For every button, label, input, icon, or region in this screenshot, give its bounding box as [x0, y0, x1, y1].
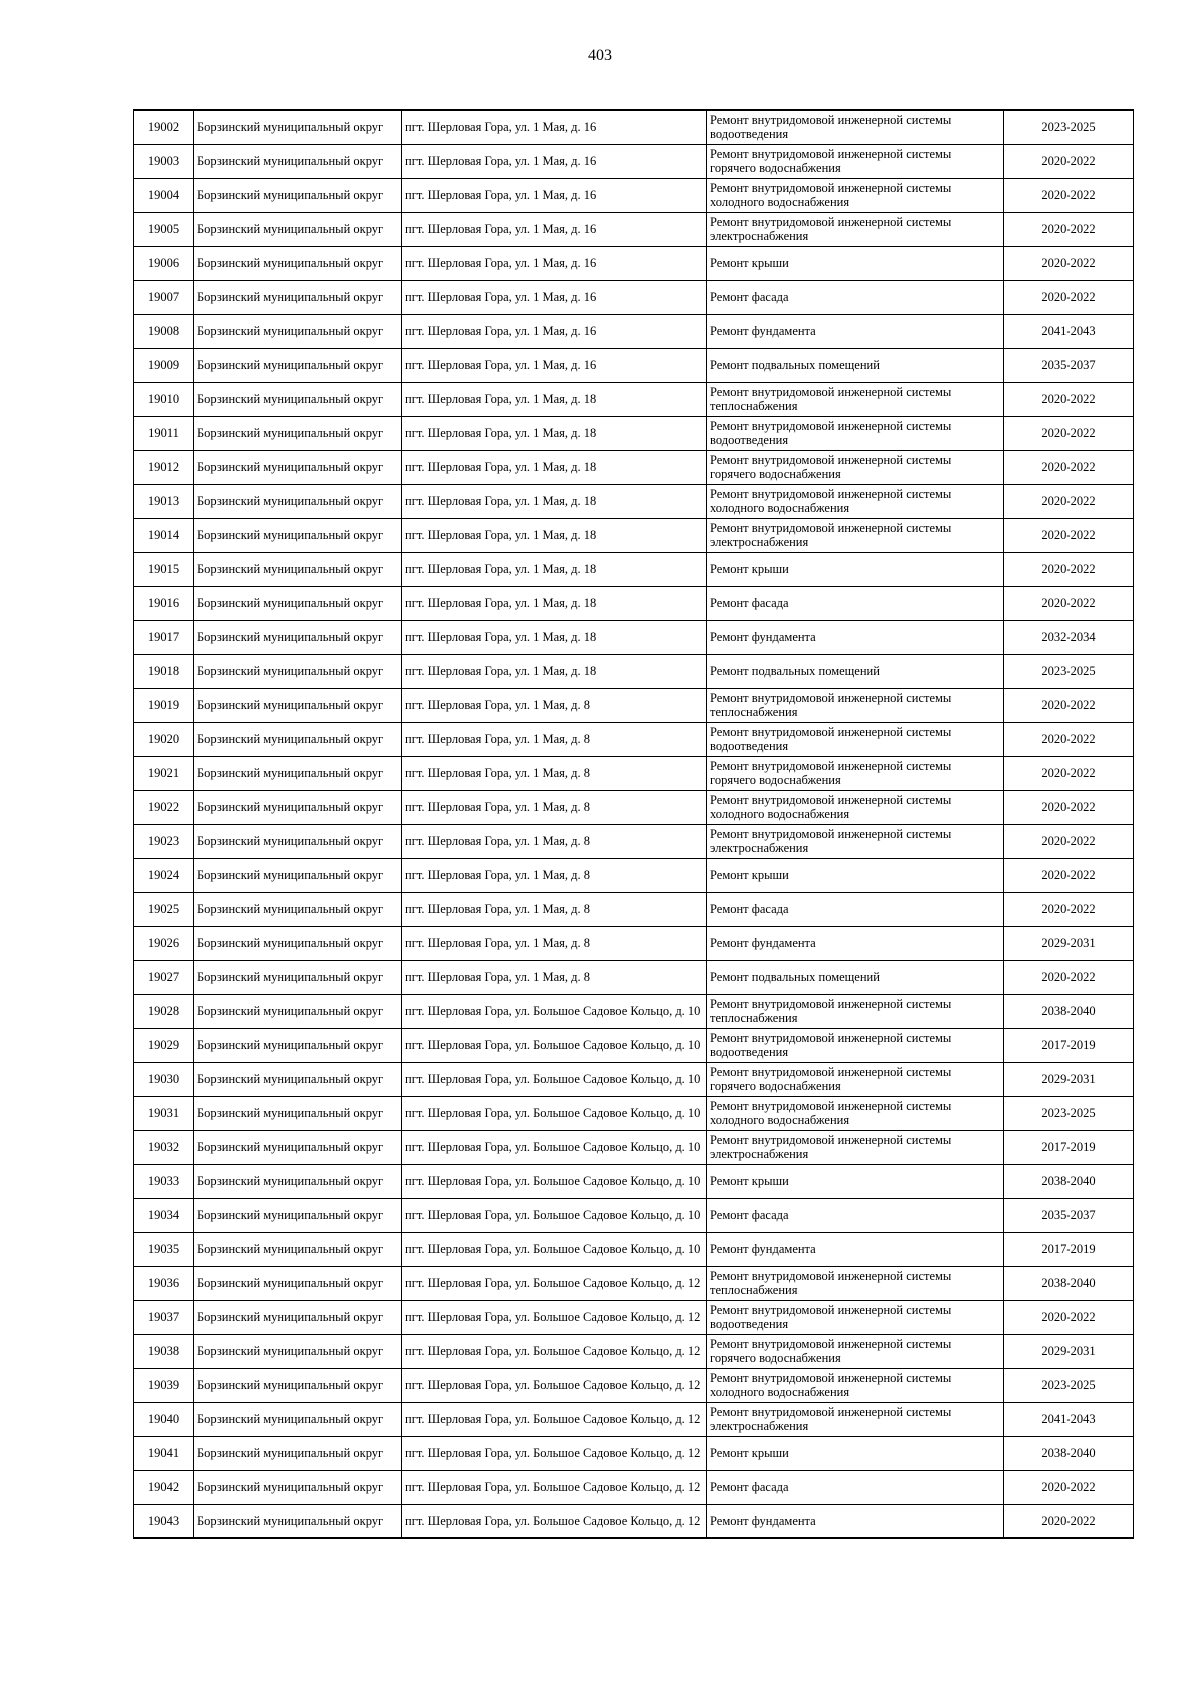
- table-row: [134, 1470, 1134, 1504]
- row-number: 19023: [134, 824, 194, 858]
- row-number: 19003: [134, 144, 194, 178]
- municipality-cell: Борзинский муниципальный округ: [194, 552, 402, 586]
- row-number: 19002: [134, 110, 194, 144]
- row-number: 19015: [134, 552, 194, 586]
- address-cell: пгт. Шерловая Гора, ул. Большое Садовое Кольцо, д. 12: [402, 1266, 707, 1300]
- row-number: 19012: [134, 450, 194, 484]
- row-number: 19035: [134, 1232, 194, 1266]
- municipality-cell: Борзинский муниципальный округ: [194, 314, 402, 348]
- table-row: [134, 1198, 1134, 1232]
- address-cell: пгт. Шерловая Гора, ул. 1 Мая, д. 18: [402, 382, 707, 416]
- table-row: [134, 484, 1134, 518]
- table-row: [134, 790, 1134, 824]
- table-row: [134, 1436, 1134, 1470]
- row-number: 19038: [134, 1334, 194, 1368]
- table-row: [134, 654, 1134, 688]
- period-cell: 2017-2019: [1004, 1130, 1134, 1164]
- period-cell: 2020-2022: [1004, 756, 1134, 790]
- table-row: [134, 1130, 1134, 1164]
- address-cell: пгт. Шерловая Гора, ул. 1 Мая, д. 8: [402, 688, 707, 722]
- period-cell: 2038-2040: [1004, 1436, 1134, 1470]
- municipality-cell: Борзинский муниципальный округ: [194, 1504, 402, 1538]
- address-cell: пгт. Шерловая Гора, ул. Большое Садовое Кольцо, д. 10: [402, 1232, 707, 1266]
- row-number: 19036: [134, 1266, 194, 1300]
- table-row: [134, 892, 1134, 926]
- address-cell: пгт. Шерловая Гора, ул. 1 Мая, д. 8: [402, 756, 707, 790]
- address-cell: пгт. Шерловая Гора, ул. 1 Мая, д. 8: [402, 790, 707, 824]
- municipality-cell: Борзинский муниципальный округ: [194, 620, 402, 654]
- work-type-cell: Ремонт внутридомовой инженерной системы холодного водоснабжения: [707, 1096, 1004, 1130]
- municipality-cell: Борзинский муниципальный округ: [194, 1130, 402, 1164]
- period-cell: 2020-2022: [1004, 790, 1134, 824]
- table-row: [134, 1266, 1134, 1300]
- address-cell: пгт. Шерловая Гора, ул. Большое Садовое Кольцо, д. 10: [402, 1096, 707, 1130]
- period-cell: 2020-2022: [1004, 1470, 1134, 1504]
- period-cell: 2038-2040: [1004, 994, 1134, 1028]
- municipality-cell: Борзинский муниципальный округ: [194, 1368, 402, 1402]
- address-cell: пгт. Шерловая Гора, ул. Большое Садовое Кольцо, д. 12: [402, 1300, 707, 1334]
- address-cell: пгт. Шерловая Гора, ул. Большое Садовое Кольцо, д. 12: [402, 1436, 707, 1470]
- period-cell: 2029-2031: [1004, 926, 1134, 960]
- table-row: [134, 416, 1134, 450]
- period-cell: 2020-2022: [1004, 246, 1134, 280]
- row-number: 19043: [134, 1504, 194, 1538]
- row-number: 19022: [134, 790, 194, 824]
- work-type-cell: Ремонт фундамента: [707, 1232, 1004, 1266]
- address-cell: пгт. Шерловая Гора, ул. 1 Мая, д. 18: [402, 654, 707, 688]
- municipality-cell: Борзинский муниципальный округ: [194, 246, 402, 280]
- period-cell: 2038-2040: [1004, 1164, 1134, 1198]
- period-cell: 2029-2031: [1004, 1334, 1134, 1368]
- period-cell: 2038-2040: [1004, 1266, 1134, 1300]
- address-cell: пгт. Шерловая Гора, ул. 1 Мая, д. 18: [402, 620, 707, 654]
- table-row: [134, 144, 1134, 178]
- municipality-cell: Борзинский муниципальный округ: [194, 1062, 402, 1096]
- work-type-cell: Ремонт внутридомовой инженерной системы холодного водоснабжения: [707, 484, 1004, 518]
- municipality-cell: Борзинский муниципальный округ: [194, 654, 402, 688]
- row-number: 19017: [134, 620, 194, 654]
- work-type-cell: Ремонт фундамента: [707, 620, 1004, 654]
- period-cell: 2020-2022: [1004, 518, 1134, 552]
- address-cell: пгт. Шерловая Гора, ул. Большое Садовое Кольцо, д. 12: [402, 1334, 707, 1368]
- row-number: 19020: [134, 722, 194, 756]
- work-type-cell: Ремонт подвальных помещений: [707, 960, 1004, 994]
- table-row: [134, 586, 1134, 620]
- period-cell: 2020-2022: [1004, 552, 1134, 586]
- address-cell: пгт. Шерловая Гора, ул. 1 Мая, д. 16: [402, 348, 707, 382]
- period-cell: 2023-2025: [1004, 1368, 1134, 1402]
- work-type-cell: Ремонт внутридомовой инженерной системы холодного водоснабжения: [707, 1368, 1004, 1402]
- municipality-cell: Борзинский муниципальный округ: [194, 1402, 402, 1436]
- period-cell: 2020-2022: [1004, 586, 1134, 620]
- table-row: [134, 1164, 1134, 1198]
- table-row: [134, 1232, 1134, 1266]
- table-body: [134, 110, 1134, 1538]
- row-number: 19009: [134, 348, 194, 382]
- municipality-cell: Борзинский муниципальный округ: [194, 280, 402, 314]
- work-type-cell: Ремонт внутридомовой инженерной системы водоотведения: [707, 1300, 1004, 1334]
- work-type-cell: Ремонт фундамента: [707, 926, 1004, 960]
- table-row: [134, 178, 1134, 212]
- row-number: 19008: [134, 314, 194, 348]
- period-cell: 2020-2022: [1004, 416, 1134, 450]
- work-type-cell: Ремонт фасада: [707, 1470, 1004, 1504]
- work-type-cell: Ремонт крыши: [707, 552, 1004, 586]
- address-cell: пгт. Шерловая Гора, ул. 1 Мая, д. 18: [402, 416, 707, 450]
- period-cell: 2023-2025: [1004, 1096, 1134, 1130]
- work-type-cell: Ремонт внутридомовой инженерной системы холодного водоснабжения: [707, 790, 1004, 824]
- table-row: [134, 824, 1134, 858]
- work-type-cell: Ремонт крыши: [707, 246, 1004, 280]
- municipality-cell: Борзинский муниципальный округ: [194, 1096, 402, 1130]
- period-cell: 2035-2037: [1004, 348, 1134, 382]
- table-row: [134, 620, 1134, 654]
- address-cell: пгт. Шерловая Гора, ул. Большое Садовое Кольцо, д. 12: [402, 1368, 707, 1402]
- work-type-cell: Ремонт внутридомовой инженерной системы теплоснабжения: [707, 994, 1004, 1028]
- address-cell: пгт. Шерловая Гора, ул. 1 Мая, д. 16: [402, 314, 707, 348]
- period-cell: 2020-2022: [1004, 484, 1134, 518]
- municipality-cell: Борзинский муниципальный округ: [194, 382, 402, 416]
- municipality-cell: Борзинский муниципальный округ: [194, 824, 402, 858]
- table-row: [134, 314, 1134, 348]
- row-number: 19042: [134, 1470, 194, 1504]
- municipality-cell: Борзинский муниципальный округ: [194, 858, 402, 892]
- row-number: 19039: [134, 1368, 194, 1402]
- municipality-cell: Борзинский муниципальный округ: [194, 212, 402, 246]
- work-type-cell: Ремонт внутридомовой инженерной системы горячего водоснабжения: [707, 144, 1004, 178]
- row-number: 19040: [134, 1402, 194, 1436]
- work-type-cell: Ремонт внутридомовой инженерной системы водоотведения: [707, 1028, 1004, 1062]
- row-number: 19026: [134, 926, 194, 960]
- row-number: 19006: [134, 246, 194, 280]
- work-type-cell: Ремонт внутридомовой инженерной системы теплоснабжения: [707, 1266, 1004, 1300]
- row-number: 19018: [134, 654, 194, 688]
- address-cell: пгт. Шерловая Гора, ул. 1 Мая, д. 18: [402, 518, 707, 552]
- row-number: 19013: [134, 484, 194, 518]
- table-row: [134, 722, 1134, 756]
- table-row: [134, 110, 1134, 144]
- period-cell: 2020-2022: [1004, 382, 1134, 416]
- address-cell: пгт. Шерловая Гора, ул. 1 Мая, д. 18: [402, 484, 707, 518]
- row-number: 19028: [134, 994, 194, 1028]
- period-cell: 2029-2031: [1004, 1062, 1134, 1096]
- municipality-cell: Борзинский муниципальный округ: [194, 688, 402, 722]
- address-cell: пгт. Шерловая Гора, ул. 1 Мая, д. 8: [402, 858, 707, 892]
- period-cell: 2020-2022: [1004, 722, 1134, 756]
- table-row: [134, 1300, 1134, 1334]
- row-number: 19005: [134, 212, 194, 246]
- row-number: 19019: [134, 688, 194, 722]
- address-cell: пгт. Шерловая Гора, ул. 1 Мая, д. 8: [402, 960, 707, 994]
- page-number: 403: [588, 47, 612, 64]
- work-type-cell: Ремонт фасада: [707, 1198, 1004, 1232]
- table-row: [134, 1334, 1134, 1368]
- address-cell: пгт. Шерловая Гора, ул. 1 Мая, д. 8: [402, 824, 707, 858]
- work-type-cell: Ремонт крыши: [707, 1436, 1004, 1470]
- period-cell: 2017-2019: [1004, 1028, 1134, 1062]
- municipality-cell: Борзинский муниципальный округ: [194, 756, 402, 790]
- address-cell: пгт. Шерловая Гора, ул. 1 Мая, д. 16: [402, 178, 707, 212]
- municipality-cell: Борзинский муниципальный округ: [194, 1436, 402, 1470]
- repair-schedule-table: [133, 109, 1134, 1539]
- address-cell: пгт. Шерловая Гора, ул. Большое Садовое Кольцо, д. 10: [402, 1028, 707, 1062]
- table-row: [134, 246, 1134, 280]
- table-row: [134, 1504, 1134, 1538]
- municipality-cell: Борзинский муниципальный округ: [194, 586, 402, 620]
- address-cell: пгт. Шерловая Гора, ул. Большое Садовое Кольцо, д. 12: [402, 1402, 707, 1436]
- municipality-cell: Борзинский муниципальный округ: [194, 144, 402, 178]
- address-cell: пгт. Шерловая Гора, ул. Большое Садовое Кольцо, д. 12: [402, 1470, 707, 1504]
- row-number: 19041: [134, 1436, 194, 1470]
- address-cell: пгт. Шерловая Гора, ул. 1 Мая, д. 16: [402, 110, 707, 144]
- work-type-cell: Ремонт внутридомовой инженерной системы электроснабжения: [707, 1130, 1004, 1164]
- address-cell: пгт. Шерловая Гора, ул. 1 Мая, д. 8: [402, 722, 707, 756]
- work-type-cell: Ремонт подвальных помещений: [707, 348, 1004, 382]
- work-type-cell: Ремонт внутридомовой инженерной системы холодного водоснабжения: [707, 178, 1004, 212]
- period-cell: 2041-2043: [1004, 314, 1134, 348]
- period-cell: 2017-2019: [1004, 1232, 1134, 1266]
- period-cell: 2035-2037: [1004, 1198, 1134, 1232]
- work-type-cell: Ремонт внутридомовой инженерной системы электроснабжения: [707, 1402, 1004, 1436]
- table-row: [134, 1062, 1134, 1096]
- row-number: 19011: [134, 416, 194, 450]
- table-row: [134, 348, 1134, 382]
- row-number: 19004: [134, 178, 194, 212]
- work-type-cell: Ремонт внутридомовой инженерной системы горячего водоснабжения: [707, 450, 1004, 484]
- table-row: [134, 1402, 1134, 1436]
- row-number: 19033: [134, 1164, 194, 1198]
- work-type-cell: Ремонт внутридомовой инженерной системы водоотведения: [707, 722, 1004, 756]
- municipality-cell: Борзинский муниципальный округ: [194, 722, 402, 756]
- municipality-cell: Борзинский муниципальный округ: [194, 926, 402, 960]
- period-cell: 2020-2022: [1004, 450, 1134, 484]
- table-row: [134, 212, 1134, 246]
- row-number: 19010: [134, 382, 194, 416]
- municipality-cell: Борзинский муниципальный округ: [194, 178, 402, 212]
- work-type-cell: Ремонт внутридомовой инженерной системы горячего водоснабжения: [707, 1062, 1004, 1096]
- municipality-cell: Борзинский муниципальный округ: [194, 892, 402, 926]
- municipality-cell: Борзинский муниципальный округ: [194, 484, 402, 518]
- period-cell: 2041-2043: [1004, 1402, 1134, 1436]
- row-number: 19029: [134, 1028, 194, 1062]
- municipality-cell: Борзинский муниципальный округ: [194, 416, 402, 450]
- period-cell: 2020-2022: [1004, 1504, 1134, 1538]
- row-number: 19014: [134, 518, 194, 552]
- table-row: [134, 926, 1134, 960]
- row-number: 19032: [134, 1130, 194, 1164]
- address-cell: пгт. Шерловая Гора, ул. 1 Мая, д. 16: [402, 212, 707, 246]
- row-number: 19027: [134, 960, 194, 994]
- table-row: [134, 994, 1134, 1028]
- address-cell: пгт. Шерловая Гора, ул. Большое Садовое Кольцо, д. 10: [402, 994, 707, 1028]
- work-type-cell: Ремонт внутридомовой инженерной системы электроснабжения: [707, 824, 1004, 858]
- row-number: 19034: [134, 1198, 194, 1232]
- row-number: 19037: [134, 1300, 194, 1334]
- municipality-cell: Борзинский муниципальный округ: [194, 518, 402, 552]
- table-row: [134, 858, 1134, 892]
- municipality-cell: Борзинский муниципальный округ: [194, 960, 402, 994]
- period-cell: 2020-2022: [1004, 688, 1134, 722]
- period-cell: 2020-2022: [1004, 892, 1134, 926]
- period-cell: 2020-2022: [1004, 280, 1134, 314]
- work-type-cell: Ремонт фасада: [707, 280, 1004, 314]
- municipality-cell: Борзинский муниципальный округ: [194, 1300, 402, 1334]
- table-row: [134, 688, 1134, 722]
- table-row: [134, 756, 1134, 790]
- work-type-cell: Ремонт внутридомовой инженерной системы теплоснабжения: [707, 688, 1004, 722]
- row-number: 19021: [134, 756, 194, 790]
- table-row: [134, 280, 1134, 314]
- municipality-cell: Борзинский муниципальный округ: [194, 1470, 402, 1504]
- address-cell: пгт. Шерловая Гора, ул. 1 Мая, д. 8: [402, 892, 707, 926]
- row-number: 19007: [134, 280, 194, 314]
- municipality-cell: Борзинский муниципальный округ: [194, 1198, 402, 1232]
- address-cell: пгт. Шерловая Гора, ул. 1 Мая, д. 18: [402, 450, 707, 484]
- period-cell: 2020-2022: [1004, 178, 1134, 212]
- municipality-cell: Борзинский муниципальный округ: [194, 1164, 402, 1198]
- address-cell: пгт. Шерловая Гора, ул. Большое Садовое Кольцо, д. 10: [402, 1130, 707, 1164]
- work-type-cell: Ремонт подвальных помещений: [707, 654, 1004, 688]
- row-number: 19016: [134, 586, 194, 620]
- table-row: [134, 1368, 1134, 1402]
- municipality-cell: Борзинский муниципальный округ: [194, 1266, 402, 1300]
- municipality-cell: Борзинский муниципальный округ: [194, 1028, 402, 1062]
- work-type-cell: Ремонт фундамента: [707, 314, 1004, 348]
- address-cell: пгт. Шерловая Гора, ул. Большое Садовое Кольцо, д. 10: [402, 1164, 707, 1198]
- row-number: 19024: [134, 858, 194, 892]
- address-cell: пгт. Шерловая Гора, ул. Большое Садовое Кольцо, д. 10: [402, 1198, 707, 1232]
- work-type-cell: Ремонт крыши: [707, 1164, 1004, 1198]
- work-type-cell: Ремонт внутридомовой инженерной системы электроснабжения: [707, 212, 1004, 246]
- municipality-cell: Борзинский муниципальный округ: [194, 1334, 402, 1368]
- row-number: 19030: [134, 1062, 194, 1096]
- table-row: [134, 450, 1134, 484]
- work-type-cell: Ремонт внутридомовой инженерной системы водоотведения: [707, 110, 1004, 144]
- work-type-cell: Ремонт внутридомовой инженерной системы электроснабжения: [707, 518, 1004, 552]
- period-cell: 2023-2025: [1004, 654, 1134, 688]
- period-cell: 2020-2022: [1004, 960, 1134, 994]
- table-row: [134, 552, 1134, 586]
- table-row: [134, 960, 1134, 994]
- period-cell: 2020-2022: [1004, 824, 1134, 858]
- table-row: [134, 1096, 1134, 1130]
- municipality-cell: Борзинский муниципальный округ: [194, 110, 402, 144]
- work-type-cell: Ремонт внутридомовой инженерной системы горячего водоснабжения: [707, 756, 1004, 790]
- municipality-cell: Борзинский муниципальный округ: [194, 348, 402, 382]
- row-number: 19025: [134, 892, 194, 926]
- work-type-cell: Ремонт внутридомовой инженерной системы водоотведения: [707, 416, 1004, 450]
- address-cell: пгт. Шерловая Гора, ул. 1 Мая, д. 18: [402, 586, 707, 620]
- work-type-cell: Ремонт внутридомовой инженерной системы теплоснабжения: [707, 382, 1004, 416]
- period-cell: 2032-2034: [1004, 620, 1134, 654]
- table-row: [134, 382, 1134, 416]
- address-cell: пгт. Шерловая Гора, ул. 1 Мая, д. 8: [402, 926, 707, 960]
- period-cell: 2020-2022: [1004, 1300, 1134, 1334]
- period-cell: 2020-2022: [1004, 858, 1134, 892]
- municipality-cell: Борзинский муниципальный округ: [194, 994, 402, 1028]
- municipality-cell: Борзинский муниципальный округ: [194, 450, 402, 484]
- address-cell: пгт. Шерловая Гора, ул. Большое Садовое Кольцо, д. 10: [402, 1062, 707, 1096]
- period-cell: 2020-2022: [1004, 212, 1134, 246]
- work-type-cell: Ремонт крыши: [707, 858, 1004, 892]
- work-type-cell: Ремонт внутридомовой инженерной системы горячего водоснабжения: [707, 1334, 1004, 1368]
- work-type-cell: Ремонт фундамента: [707, 1504, 1004, 1538]
- period-cell: 2020-2022: [1004, 144, 1134, 178]
- table-row: [134, 1028, 1134, 1062]
- address-cell: пгт. Шерловая Гора, ул. Большое Садовое Кольцо, д. 12: [402, 1504, 707, 1538]
- address-cell: пгт. Шерловая Гора, ул. 1 Мая, д. 18: [402, 552, 707, 586]
- period-cell: 2023-2025: [1004, 110, 1134, 144]
- work-type-cell: Ремонт фасада: [707, 586, 1004, 620]
- table-row: [134, 518, 1134, 552]
- address-cell: пгт. Шерловая Гора, ул. 1 Мая, д. 16: [402, 246, 707, 280]
- work-type-cell: Ремонт фасада: [707, 892, 1004, 926]
- address-cell: пгт. Шерловая Гора, ул. 1 Мая, д. 16: [402, 280, 707, 314]
- address-cell: пгт. Шерловая Гора, ул. 1 Мая, д. 16: [402, 144, 707, 178]
- municipality-cell: Борзинский муниципальный округ: [194, 790, 402, 824]
- municipality-cell: Борзинский муниципальный округ: [194, 1232, 402, 1266]
- row-number: 19031: [134, 1096, 194, 1130]
